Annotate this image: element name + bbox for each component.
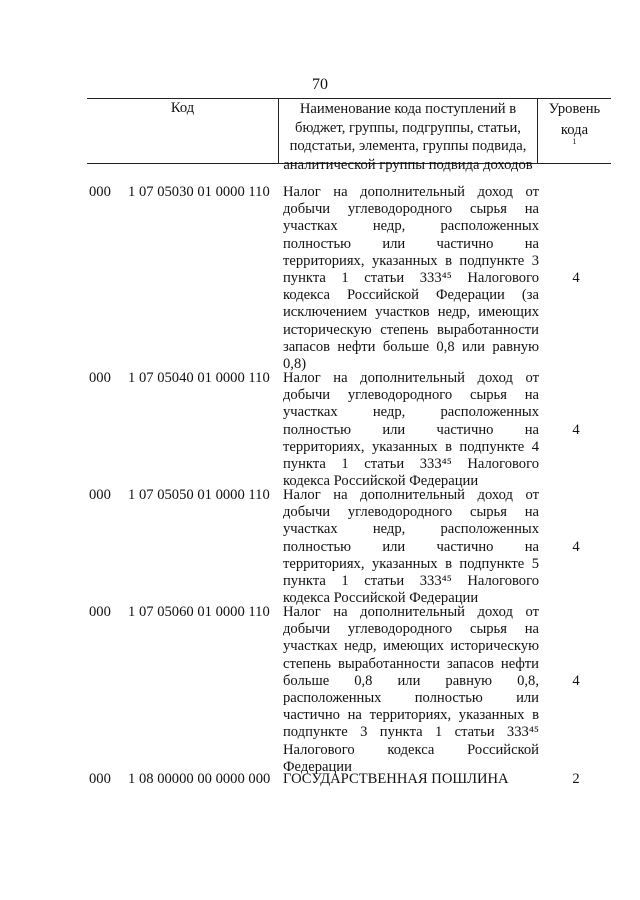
header-name-line: бюджет, группы, подгруппы, статьи, bbox=[295, 119, 521, 136]
name-line: пункта 1 статьи 333⁴⁵ Налогового bbox=[283, 269, 539, 286]
name-line: Налог на дополнительный доход от bbox=[283, 487, 539, 503]
name-line: пункта 1 статьи 333⁴⁵ Налогового bbox=[283, 572, 539, 589]
name-line: запасов нефти больше 0,8 или равную bbox=[283, 338, 539, 355]
admin-code: 000 bbox=[89, 771, 111, 787]
header-name-line: Наименование кода поступлений в bbox=[299, 101, 517, 117]
name-line: полностью или частично на bbox=[283, 235, 539, 252]
admin-code: 000 bbox=[89, 604, 111, 620]
name-line: пункта 1 статьи 333⁴⁵ Налогового bbox=[283, 455, 539, 472]
level-value: 4 bbox=[572, 270, 580, 286]
table-row bbox=[0, 771, 640, 788]
name-line: Налог на дополнительный доход от bbox=[283, 370, 539, 386]
header-code-label: Код bbox=[170, 100, 195, 116]
name-line: кодекса Российской Федерации bbox=[283, 590, 479, 607]
table-header bbox=[87, 98, 611, 173]
name-line: участках недр, расположенных bbox=[283, 521, 539, 538]
admin-code: 000 bbox=[89, 487, 111, 503]
revenue-code: 1 07 05050 01 0000 110 bbox=[128, 487, 270, 503]
level-value: 4 bbox=[572, 538, 580, 555]
table-row bbox=[0, 370, 640, 490]
name-line: частично на территориях, указанных в bbox=[283, 707, 539, 724]
name-line: подпункте 3 пункта 1 статьи 333⁴⁵ bbox=[283, 724, 539, 741]
name-line: Федерации bbox=[283, 758, 352, 775]
level-value: 2 bbox=[572, 771, 580, 787]
name-line: полностью или частично на bbox=[283, 538, 539, 555]
revenue-name bbox=[283, 184, 539, 373]
name-line: Налог на дополнительный доход от bbox=[283, 184, 539, 200]
name-line: степень выработанности запасов нефти bbox=[283, 655, 539, 672]
revenue-code: 1 08 00000 00 0000 000 bbox=[128, 771, 271, 787]
header-level-label: кода bbox=[560, 121, 589, 138]
name-line: участках недр, имеющих историческую bbox=[283, 638, 539, 655]
name-line: больше 0,8 или равную 0,8, bbox=[283, 672, 539, 689]
name-line: полностью или частично на bbox=[283, 421, 539, 438]
table-row bbox=[0, 184, 640, 373]
header-level bbox=[538, 99, 611, 163]
name-line: расположенных полностью или bbox=[283, 689, 539, 706]
revenue-code: 1 07 05030 01 0000 110 bbox=[128, 184, 270, 200]
revenue-name bbox=[283, 487, 539, 607]
name-line: территориях, указанных в подпункте 3 bbox=[283, 252, 539, 269]
footnote-marker: 1 bbox=[572, 137, 577, 146]
name-line: Налог на дополнительный доход от bbox=[283, 604, 539, 620]
header-name-line: подстатьи, элемента, группы подвида, bbox=[289, 138, 527, 154]
header-level-line: Уровень bbox=[548, 101, 601, 117]
name-line: участках недр, расположенных bbox=[283, 218, 539, 235]
name-line: добычи углеводородного сырья на bbox=[283, 201, 539, 218]
level-value: 4 bbox=[572, 421, 580, 438]
revenue-code: 1 07 05060 01 0000 110 bbox=[128, 604, 270, 620]
name-line: территориях, указанных в подпункте 4 bbox=[283, 438, 539, 455]
header-code bbox=[87, 99, 279, 163]
header-name-line: аналитической группы подвида доходов bbox=[283, 156, 533, 173]
name-line: кодекса Российской Федерации bbox=[283, 473, 479, 490]
page-number: 70 bbox=[312, 76, 328, 93]
revenue-name bbox=[283, 771, 539, 788]
name-line: кодекса Российской Федерации (за bbox=[283, 287, 539, 304]
name-line: участках недр, расположенных bbox=[283, 404, 539, 421]
name-line: ГОСУДАРСТВЕННАЯ ПОШЛИНА bbox=[283, 771, 509, 787]
admin-code: 000 bbox=[89, 184, 111, 200]
name-line: добычи углеводородного сырья на bbox=[283, 387, 539, 404]
name-line: Налогового кодекса Российской bbox=[283, 741, 539, 758]
table-row bbox=[0, 487, 640, 607]
level-value: 4 bbox=[572, 672, 580, 689]
name-line: исключением участков недр, имеющих bbox=[283, 304, 539, 321]
header-level-line bbox=[538, 118, 611, 155]
name-line: историческую степень выработанности bbox=[283, 321, 539, 338]
name-line: территориях, указанных в подпункте 5 bbox=[283, 555, 539, 572]
revenue-name bbox=[283, 370, 539, 490]
revenue-name bbox=[283, 604, 539, 776]
name-line: добычи углеводородного сырья на bbox=[283, 504, 539, 521]
admin-code: 000 bbox=[89, 370, 111, 386]
table-row bbox=[0, 604, 640, 776]
header-name bbox=[279, 99, 538, 173]
name-line: добычи углеводородного сырья на bbox=[283, 621, 539, 638]
name-line: 0,8) bbox=[283, 355, 307, 372]
revenue-code: 1 07 05040 01 0000 110 bbox=[128, 370, 270, 386]
